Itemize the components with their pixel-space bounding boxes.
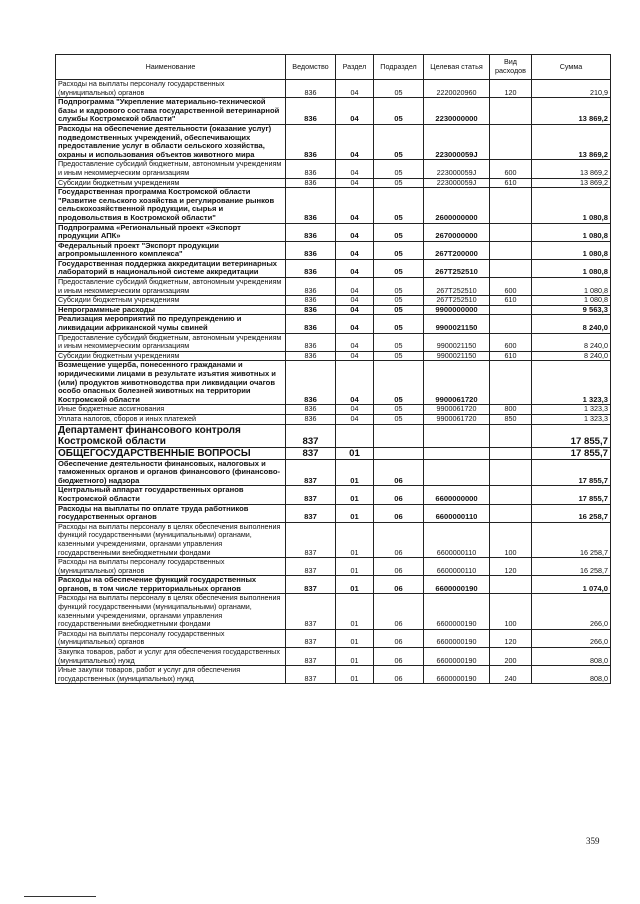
row-exptype-cell bbox=[490, 361, 532, 405]
row-section-cell bbox=[336, 424, 374, 447]
row-section-cell: 01 bbox=[336, 504, 374, 522]
row-dept-cell: 836 bbox=[286, 178, 336, 188]
row-section-cell: 04 bbox=[336, 351, 374, 361]
row-amount-cell: 13 869,2 bbox=[532, 124, 611, 159]
row-exptype-cell: 120 bbox=[490, 558, 532, 576]
row-subsection-cell: 05 bbox=[374, 296, 424, 306]
row-target-cell: 2670000000 bbox=[424, 223, 490, 241]
table-row bbox=[56, 504, 611, 522]
row-dept-cell: 836 bbox=[286, 259, 336, 277]
row-subsection-cell: 05 bbox=[374, 305, 424, 315]
row-amount-cell: 808,0 bbox=[532, 666, 611, 684]
row-section-cell: 04 bbox=[336, 305, 374, 315]
row-exptype-cell bbox=[490, 241, 532, 259]
table-row bbox=[56, 629, 611, 647]
row-section-cell: 04 bbox=[336, 361, 374, 405]
table-row bbox=[56, 576, 611, 594]
row-section-cell: 04 bbox=[336, 278, 374, 296]
row-target-cell: 9900021150 bbox=[424, 315, 490, 333]
row-subsection-cell: 05 bbox=[374, 80, 424, 98]
row-section-cell: 01 bbox=[336, 576, 374, 594]
row-amount-cell: 8 240,0 bbox=[532, 351, 611, 361]
header-exptype: Вид расходов bbox=[490, 55, 532, 80]
row-subsection-cell: 05 bbox=[374, 414, 424, 424]
header-dept: Ведомство bbox=[286, 55, 336, 80]
row-section-cell: 01 bbox=[336, 522, 374, 557]
row-subsection-cell: 05 bbox=[374, 223, 424, 241]
row-exptype-cell: 610 bbox=[490, 178, 532, 188]
row-target-cell: 6600000110 bbox=[424, 558, 490, 576]
row-target-cell: 223000059J bbox=[424, 178, 490, 188]
table-row bbox=[56, 666, 611, 684]
row-exptype-cell bbox=[490, 576, 532, 594]
row-section-cell: 04 bbox=[336, 315, 374, 333]
row-name-cell: Предоставление субсидий бюджетным, автономным учреждениям и иным некоммерческим организациям bbox=[56, 160, 286, 178]
row-exptype-cell: 850 bbox=[490, 414, 532, 424]
table-row bbox=[56, 486, 611, 504]
row-name-cell: Иные закупки товаров, работ и услуг для обеспечения государственных (муниципальных) нужд bbox=[56, 666, 286, 684]
row-amount-cell: 266,0 bbox=[532, 629, 611, 647]
row-amount-cell: 1 080,8 bbox=[532, 223, 611, 241]
table-row bbox=[56, 594, 611, 629]
page-number: 359 bbox=[586, 836, 600, 846]
row-subsection-cell: 06 bbox=[374, 648, 424, 666]
table-row bbox=[56, 315, 611, 333]
row-section-cell: 04 bbox=[336, 296, 374, 306]
row-dept-cell: 837 bbox=[286, 504, 336, 522]
row-name-cell: Иные бюджетные ассигнования bbox=[56, 405, 286, 415]
row-section-cell: 01 bbox=[336, 447, 374, 459]
row-subsection-cell: 05 bbox=[374, 259, 424, 277]
row-exptype-cell: 610 bbox=[490, 351, 532, 361]
row-dept-cell: 836 bbox=[286, 80, 336, 98]
row-target-cell: 267T252510 bbox=[424, 296, 490, 306]
row-section-cell: 04 bbox=[336, 414, 374, 424]
row-section-cell: 01 bbox=[336, 594, 374, 629]
row-name-cell: Субсидии бюджетным учреждениям bbox=[56, 296, 286, 306]
row-amount-cell: 8 240,0 bbox=[532, 333, 611, 351]
row-target-cell: 6600000190 bbox=[424, 594, 490, 629]
row-exptype-cell bbox=[490, 447, 532, 459]
row-name-cell: Подпрограмма «Региональный проект «Экспорт продукции АПК» bbox=[56, 223, 286, 241]
row-subsection-cell: 05 bbox=[374, 361, 424, 405]
table-row bbox=[56, 405, 611, 415]
row-section-cell: 04 bbox=[336, 160, 374, 178]
table-row bbox=[56, 305, 611, 315]
row-name-cell: Закупка товаров, работ и услуг для обеспечения государственных (муниципальных) нужд bbox=[56, 648, 286, 666]
row-amount-cell: 8 240,0 bbox=[532, 315, 611, 333]
row-section-cell: 04 bbox=[336, 98, 374, 125]
row-amount-cell: 13 869,2 bbox=[532, 160, 611, 178]
row-subsection-cell: 06 bbox=[374, 576, 424, 594]
row-amount-cell: 808,0 bbox=[532, 648, 611, 666]
row-subsection-cell bbox=[374, 424, 424, 447]
row-dept-cell: 836 bbox=[286, 315, 336, 333]
row-dept-cell: 837 bbox=[286, 424, 336, 447]
row-dept-cell: 837 bbox=[286, 486, 336, 504]
table-row bbox=[56, 522, 611, 557]
row-subsection-cell: 05 bbox=[374, 98, 424, 125]
row-dept-cell: 837 bbox=[286, 447, 336, 459]
row-exptype-cell: 600 bbox=[490, 333, 532, 351]
row-exptype-cell: 800 bbox=[490, 405, 532, 415]
row-exptype-cell: 120 bbox=[490, 629, 532, 647]
row-target-cell: 6600000190 bbox=[424, 666, 490, 684]
row-amount-cell: 1 080,8 bbox=[532, 278, 611, 296]
row-exptype-cell: 610 bbox=[490, 296, 532, 306]
row-name-cell: Департамент финансового контроля Костромской области bbox=[56, 424, 286, 447]
row-dept-cell: 836 bbox=[286, 351, 336, 361]
row-exptype-cell bbox=[490, 459, 532, 486]
row-amount-cell: 16 258,7 bbox=[532, 504, 611, 522]
row-dept-cell: 836 bbox=[286, 188, 336, 223]
row-dept-cell: 837 bbox=[286, 666, 336, 684]
table-row bbox=[56, 223, 611, 241]
row-name-cell: Непрограммные расходы bbox=[56, 305, 286, 315]
row-dept-cell: 837 bbox=[286, 648, 336, 666]
table-row bbox=[56, 351, 611, 361]
row-subsection-cell: 06 bbox=[374, 558, 424, 576]
row-amount-cell: 1 080,8 bbox=[532, 241, 611, 259]
row-section-cell: 04 bbox=[336, 241, 374, 259]
row-target-cell: 9900000000 bbox=[424, 305, 490, 315]
row-dept-cell: 837 bbox=[286, 558, 336, 576]
row-exptype-cell bbox=[490, 305, 532, 315]
row-exptype-cell bbox=[490, 223, 532, 241]
header-amount: Сумма bbox=[532, 55, 611, 80]
row-section-cell: 04 bbox=[336, 178, 374, 188]
row-target-cell: 2220020960 bbox=[424, 80, 490, 98]
table-row bbox=[56, 188, 611, 223]
row-name-cell: Государственная программа Костромской области "Развитие сельского хозяйства и регулирование рынков сельскохозяйственной продукции, сырья и продовольствия в Костромской области" bbox=[56, 188, 286, 223]
table-row bbox=[56, 333, 611, 351]
row-section-cell: 04 bbox=[336, 333, 374, 351]
row-exptype-cell bbox=[490, 259, 532, 277]
row-name-cell: Подпрограмма "Укрепление материально-технической базы и кадрового состава государственной ветеринарной службы Костромской области" bbox=[56, 98, 286, 125]
row-name-cell: Расходы на обеспечение функций государственных органов, в том числе территориальных органов bbox=[56, 576, 286, 594]
row-amount-cell: 16 258,7 bbox=[532, 558, 611, 576]
table-row bbox=[56, 259, 611, 277]
row-section-cell: 01 bbox=[336, 486, 374, 504]
header-subsection: Подраздел bbox=[374, 55, 424, 80]
row-subsection-cell: 05 bbox=[374, 124, 424, 159]
row-target-cell: 2230000000 bbox=[424, 98, 490, 125]
row-subsection-cell: 06 bbox=[374, 459, 424, 486]
row-section-cell: 04 bbox=[336, 259, 374, 277]
row-dept-cell: 836 bbox=[286, 98, 336, 125]
row-subsection-cell: 06 bbox=[374, 522, 424, 557]
row-subsection-cell: 05 bbox=[374, 278, 424, 296]
row-dept-cell: 837 bbox=[286, 594, 336, 629]
row-dept-cell: 836 bbox=[286, 296, 336, 306]
row-dept-cell: 836 bbox=[286, 124, 336, 159]
row-amount-cell: 1 080,8 bbox=[532, 188, 611, 223]
row-target-cell: 6600000190 bbox=[424, 576, 490, 594]
footnote-line bbox=[24, 896, 96, 897]
row-section-cell: 04 bbox=[336, 124, 374, 159]
row-target-cell: 9900061720 bbox=[424, 414, 490, 424]
row-subsection-cell bbox=[374, 447, 424, 459]
row-dept-cell: 836 bbox=[286, 278, 336, 296]
row-section-cell: 04 bbox=[336, 80, 374, 98]
row-subsection-cell: 05 bbox=[374, 241, 424, 259]
row-exptype-cell bbox=[490, 486, 532, 504]
row-target-cell: 6600000110 bbox=[424, 522, 490, 557]
row-name-cell: Расходы на обеспечение деятельности (оказание услуг) подведомственных учреждений, обеспечивающих предоставление услуг в области сельского хозяйства, охраны и использования объектов животного мира bbox=[56, 124, 286, 159]
header-name: Наименование bbox=[56, 55, 286, 80]
table-row bbox=[56, 447, 611, 459]
row-amount-cell: 13 869,2 bbox=[532, 98, 611, 125]
row-target-cell: 6600000000 bbox=[424, 486, 490, 504]
row-dept-cell: 837 bbox=[286, 522, 336, 557]
row-name-cell: Субсидии бюджетным учреждениям bbox=[56, 178, 286, 188]
row-subsection-cell: 05 bbox=[374, 178, 424, 188]
table-row bbox=[56, 296, 611, 306]
row-target-cell: 267T252510 bbox=[424, 278, 490, 296]
row-name-cell: ОБЩЕГОСУДАРСТВЕННЫЕ ВОПРОСЫ bbox=[56, 447, 286, 459]
row-dept-cell: 836 bbox=[286, 160, 336, 178]
row-name-cell: Федеральный проект "Экспорт продукции агропромышленного комплекса" bbox=[56, 241, 286, 259]
table-row bbox=[56, 124, 611, 159]
row-name-cell: Уплата налогов, сборов и иных платежей bbox=[56, 414, 286, 424]
row-exptype-cell bbox=[490, 315, 532, 333]
row-section-cell: 04 bbox=[336, 223, 374, 241]
row-name-cell: Предоставление субсидий бюджетным, автономным учреждениям и иным некоммерческим организациям bbox=[56, 278, 286, 296]
row-section-cell: 01 bbox=[336, 629, 374, 647]
row-subsection-cell: 06 bbox=[374, 486, 424, 504]
row-target-cell: 267T252510 bbox=[424, 259, 490, 277]
row-subsection-cell: 05 bbox=[374, 405, 424, 415]
row-amount-cell: 210,9 bbox=[532, 80, 611, 98]
table-row bbox=[56, 459, 611, 486]
row-exptype-cell: 100 bbox=[490, 594, 532, 629]
row-name-cell: Расходы на выплаты персоналу государственных (муниципальных) органов bbox=[56, 629, 286, 647]
row-subsection-cell: 06 bbox=[374, 629, 424, 647]
row-subsection-cell: 05 bbox=[374, 351, 424, 361]
table-row bbox=[56, 241, 611, 259]
budget-table bbox=[55, 54, 611, 684]
row-name-cell: Субсидии бюджетным учреждениям bbox=[56, 351, 286, 361]
row-exptype-cell: 600 bbox=[490, 278, 532, 296]
table-row bbox=[56, 361, 611, 405]
table-row bbox=[56, 558, 611, 576]
row-section-cell: 01 bbox=[336, 558, 374, 576]
row-target-cell: 223000059J bbox=[424, 124, 490, 159]
row-amount-cell: 1 323,3 bbox=[532, 414, 611, 424]
row-dept-cell: 836 bbox=[286, 405, 336, 415]
row-exptype-cell: 120 bbox=[490, 80, 532, 98]
row-dept-cell: 836 bbox=[286, 305, 336, 315]
row-name-cell: Расходы на выплаты по оплате труда работников государственных органов bbox=[56, 504, 286, 522]
row-subsection-cell: 05 bbox=[374, 315, 424, 333]
table-body bbox=[56, 80, 611, 684]
row-target-cell: 2600000000 bbox=[424, 188, 490, 223]
table-header-row bbox=[56, 55, 611, 80]
row-section-cell: 01 bbox=[336, 648, 374, 666]
table-row bbox=[56, 278, 611, 296]
row-exptype-cell bbox=[490, 98, 532, 125]
row-target-cell: 223000059J bbox=[424, 160, 490, 178]
row-exptype-cell bbox=[490, 188, 532, 223]
row-name-cell: Реализация мероприятий по предупреждению и ликвидации африканской чумы свиней bbox=[56, 315, 286, 333]
row-dept-cell: 837 bbox=[286, 459, 336, 486]
row-dept-cell: 836 bbox=[286, 414, 336, 424]
row-subsection-cell: 06 bbox=[374, 504, 424, 522]
row-dept-cell: 836 bbox=[286, 223, 336, 241]
row-amount-cell: 17 855,7 bbox=[532, 447, 611, 459]
row-target-cell bbox=[424, 424, 490, 447]
row-target-cell: 9900061720 bbox=[424, 361, 490, 405]
row-target-cell: 6600000110 bbox=[424, 504, 490, 522]
row-exptype-cell: 200 bbox=[490, 648, 532, 666]
row-subsection-cell: 05 bbox=[374, 160, 424, 178]
budget-table-page bbox=[55, 54, 610, 684]
row-dept-cell: 836 bbox=[286, 241, 336, 259]
row-exptype-cell: 240 bbox=[490, 666, 532, 684]
row-name-cell: Предоставление субсидий бюджетным, автономным учреждениям и иным некоммерческим организациям bbox=[56, 333, 286, 351]
header-target: Целевая статья bbox=[424, 55, 490, 80]
row-name-cell: Расходы на выплаты персоналу государственных (муниципальных) органов bbox=[56, 558, 286, 576]
row-target-cell: 6600000190 bbox=[424, 629, 490, 647]
row-amount-cell: 1 323,3 bbox=[532, 361, 611, 405]
row-section-cell: 01 bbox=[336, 666, 374, 684]
row-amount-cell: 1 080,8 bbox=[532, 259, 611, 277]
row-name-cell: Расходы на выплаты персоналу в целях обеспечения выполнения функций государственными (муниципальными) органами, казенными учреждениями, органами управления государственными внебюджетными фондами bbox=[56, 594, 286, 629]
row-amount-cell: 1 323,3 bbox=[532, 405, 611, 415]
row-section-cell: 01 bbox=[336, 459, 374, 486]
table-row bbox=[56, 160, 611, 178]
row-amount-cell: 13 869,2 bbox=[532, 178, 611, 188]
row-target-cell: 6600000190 bbox=[424, 648, 490, 666]
row-subsection-cell: 05 bbox=[374, 188, 424, 223]
table-row bbox=[56, 98, 611, 125]
row-target-cell bbox=[424, 447, 490, 459]
row-target-cell: 9900021150 bbox=[424, 333, 490, 351]
row-exptype-cell bbox=[490, 504, 532, 522]
table-row bbox=[56, 648, 611, 666]
row-amount-cell: 17 855,7 bbox=[532, 486, 611, 504]
row-name-cell: Обеспечение деятельности финансовых, налоговых и таможенных органов и органов финансового (финансово-бюджетного) надзора bbox=[56, 459, 286, 486]
row-section-cell: 04 bbox=[336, 188, 374, 223]
table-row bbox=[56, 178, 611, 188]
row-exptype-cell: 600 bbox=[490, 160, 532, 178]
row-amount-cell: 1 080,8 bbox=[532, 296, 611, 306]
row-subsection-cell: 05 bbox=[374, 333, 424, 351]
row-name-cell: Расходы на выплаты персоналу в целях обеспечения выполнения функций государственными (муниципальными) органами, казенными учреждениями, органами управления государственными внебюджетными фондами bbox=[56, 522, 286, 557]
row-exptype-cell: 100 bbox=[490, 522, 532, 557]
table-row bbox=[56, 424, 611, 447]
row-name-cell: Центральный аппарат государственных органов Костромской области bbox=[56, 486, 286, 504]
row-name-cell: Возмещение ущерба, понесенного гражданами и юридическими лицами в результате изъятия животных и (или) продуктов животноводства при ликвидации очагов особо опасных болезней животных на территории Костромской области bbox=[56, 361, 286, 405]
row-dept-cell: 836 bbox=[286, 361, 336, 405]
row-section-cell: 04 bbox=[336, 405, 374, 415]
row-target-cell: 9900061720 bbox=[424, 405, 490, 415]
row-exptype-cell bbox=[490, 424, 532, 447]
row-amount-cell: 266,0 bbox=[532, 594, 611, 629]
row-dept-cell: 837 bbox=[286, 629, 336, 647]
row-amount-cell: 17 855,7 bbox=[532, 459, 611, 486]
row-amount-cell: 16 258,7 bbox=[532, 522, 611, 557]
header-section: Раздел bbox=[336, 55, 374, 80]
row-amount-cell: 17 855,7 bbox=[532, 424, 611, 447]
row-exptype-cell bbox=[490, 124, 532, 159]
table-row bbox=[56, 80, 611, 98]
row-subsection-cell: 06 bbox=[374, 594, 424, 629]
row-dept-cell: 836 bbox=[286, 333, 336, 351]
row-target-cell: 267T200000 bbox=[424, 241, 490, 259]
row-name-cell: Расходы на выплаты персоналу государственных (муниципальных) органов bbox=[56, 80, 286, 98]
row-target-cell: 9900021150 bbox=[424, 351, 490, 361]
row-amount-cell: 9 563,3 bbox=[532, 305, 611, 315]
row-target-cell bbox=[424, 459, 490, 486]
row-dept-cell: 837 bbox=[286, 576, 336, 594]
table-row bbox=[56, 414, 611, 424]
row-amount-cell: 1 074,0 bbox=[532, 576, 611, 594]
row-name-cell: Государственная поддержка аккредитации ветеринарных лабораторий в национальной системе аккредитации bbox=[56, 259, 286, 277]
row-subsection-cell: 06 bbox=[374, 666, 424, 684]
